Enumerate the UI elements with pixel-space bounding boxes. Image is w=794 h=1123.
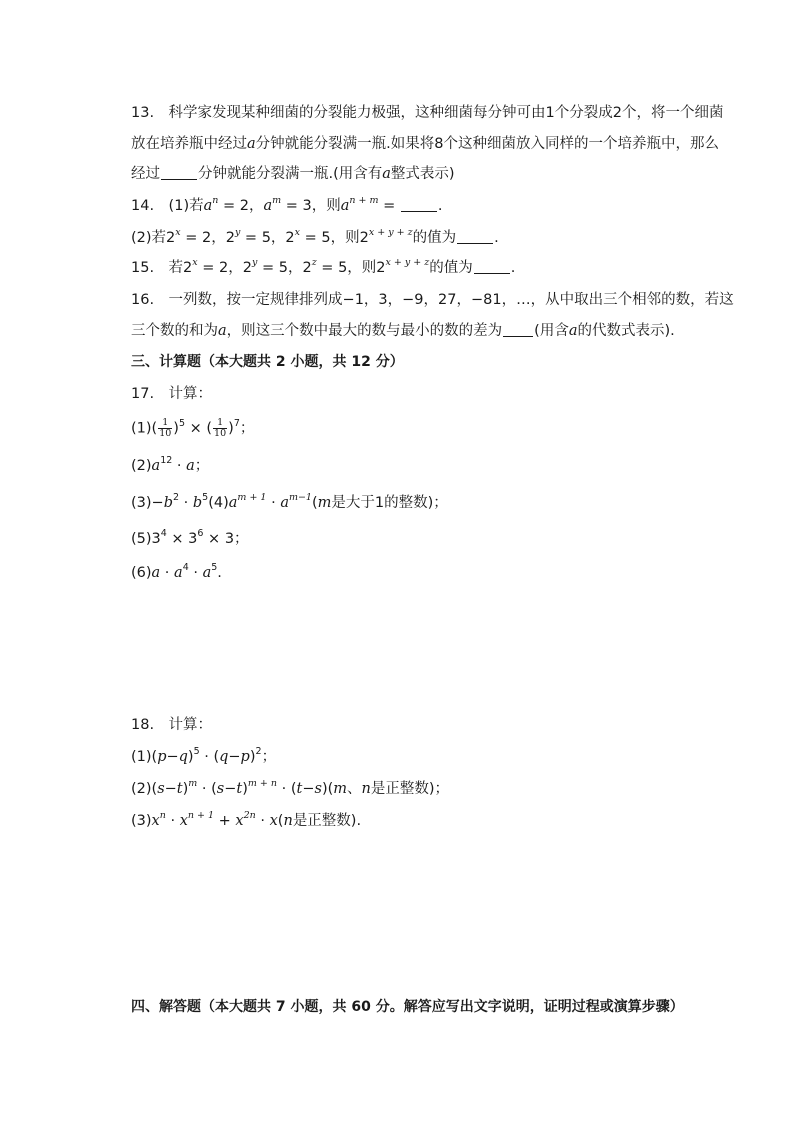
q13-text-3c: 整式表示)	[390, 166, 455, 182]
q14-eq2: = 3，则	[281, 198, 341, 214]
q17-1-close-b: )	[228, 420, 234, 437]
q18-1-expr2: q−p	[219, 749, 250, 765]
q17-1-den-a: 10	[159, 428, 172, 439]
q14-2-label: (2)若2	[131, 230, 176, 246]
q17-4-end: 是大于1的整数)；	[331, 495, 448, 511]
q14-sup-n: n	[212, 195, 219, 207]
q13-text-2b: 分钟就能分裂满一瓶.如果将8个这种细菌放入同样的一个培养瓶中，那么	[255, 136, 719, 152]
q17-4-sup-m1: m + 1	[237, 492, 267, 504]
q17-1-times: × (	[185, 420, 213, 437]
q17-2-end: ；	[194, 458, 210, 474]
q17-1-fraction-a	[158, 418, 172, 439]
q16-text-2c: (用含	[534, 323, 569, 339]
q17-1-fraction-b	[213, 418, 227, 439]
q14-eq1: = 2，	[218, 198, 264, 214]
q18-3-x3: x	[235, 813, 244, 829]
q18-1-end: ；	[261, 749, 277, 765]
q17-3-b: b	[163, 495, 173, 511]
q17-3-dot: ·	[179, 495, 193, 511]
q18-3-label: (3)	[131, 813, 152, 829]
q17-1-den-b: 10	[214, 428, 227, 439]
q17-label-line	[131, 384, 212, 404]
q17-5-sup-4: 4	[160, 528, 167, 540]
q18-1-close: )	[187, 749, 194, 765]
section-4-heading: 四、解答题（本大题共 7 小题，共 60 分。解答应写出文字说明，证明过程或演算步骤）	[131, 999, 684, 1015]
q17-6-sup-4: 4	[182, 562, 189, 574]
q14-1-answer-blank[interactable]	[401, 197, 437, 212]
q18-3-end: 是正整数).	[292, 813, 362, 829]
q13-line-3	[131, 164, 455, 184]
q17-4-var-m: m	[317, 495, 332, 511]
q18-2-mid2: · (	[277, 781, 297, 797]
q17-6-a: a	[151, 565, 161, 581]
q14-2-rest-d: 的值为	[412, 230, 457, 246]
q18-3-x: x	[151, 813, 160, 829]
q14-2-rest-c: = 5，则2	[300, 230, 369, 246]
q14-2-rest-b: = 5，2	[240, 230, 295, 246]
q14-label: 14. (1)若	[131, 198, 204, 214]
q17-2-sup: 12	[160, 455, 173, 467]
q18-3-paren: (	[277, 813, 284, 829]
q18-2-label: (2)(	[131, 781, 158, 797]
q18-item-1	[131, 747, 276, 767]
q14-2-sup-c: x	[294, 227, 301, 239]
q18-1-label: (1)(	[131, 749, 158, 765]
q17-1-sup-7: 7	[233, 417, 240, 429]
q18-1-close2: )	[249, 749, 256, 765]
q16-var-a2: a	[568, 323, 578, 339]
q17-5-sup-6: 6	[197, 528, 204, 540]
q14-a3: a	[340, 198, 350, 214]
q18-label: 18. 计算：	[131, 717, 213, 733]
q18-2-sup-mn: m + n	[247, 778, 278, 790]
q17-item-5	[131, 529, 249, 549]
q14-end: .	[437, 198, 443, 214]
q18-1-sup-5: 5	[193, 746, 200, 758]
q18-2-var-m: m	[333, 781, 348, 797]
q14-line-2	[131, 228, 499, 248]
q18-2-mid: · (	[197, 781, 217, 797]
q18-3-sup-n: n	[159, 810, 166, 822]
q17-6-dot2: ·	[188, 565, 203, 581]
q18-3-var-n: n	[283, 813, 293, 829]
q14-2-rest-a: = 2，2	[180, 230, 235, 246]
q18-3-x2: x	[179, 813, 188, 829]
q15-rest-c: = 5，则2	[316, 260, 386, 276]
q14-sup-nm: n + m	[349, 195, 379, 207]
q16-var-a: a	[218, 323, 227, 339]
q15-sup-z: z	[311, 257, 317, 269]
q13-line-2	[131, 134, 719, 154]
q15-end: .	[510, 260, 516, 276]
q17-item-1	[131, 418, 254, 439]
q18-1-sup-2: 2	[255, 746, 262, 758]
q17-4-a2: a	[280, 495, 289, 511]
q18-3-x4: x	[269, 813, 278, 829]
q14-a2: a	[263, 198, 273, 214]
q16-line-2	[131, 321, 675, 341]
q17-1-num-b: 1	[213, 418, 227, 429]
q17-1-end: ；	[239, 420, 255, 437]
q18-1-expr: p−q	[157, 749, 188, 765]
q18-2-expr3: t−s	[296, 781, 322, 797]
q17-1-label: (1)(	[131, 420, 158, 437]
q17-3-b2: b	[192, 495, 203, 511]
q17-2-label: (2)	[131, 458, 152, 474]
q15-rest-d: 的值为	[429, 260, 473, 276]
q13-var-a: a	[247, 136, 256, 152]
q18-3-sup-n1: n + 1	[187, 810, 215, 822]
q15-label: 15. 若2	[131, 260, 193, 276]
q18-2-sup-m: m	[188, 778, 198, 790]
q17-6-dot: ·	[160, 565, 175, 581]
q17-4-sup-m-1: m−1	[288, 492, 312, 504]
q17-4-paren: (	[311, 495, 318, 511]
q15-answer-blank[interactable]	[474, 259, 510, 274]
q17-2-b: a	[186, 458, 195, 474]
q18-2-expr: s−t	[157, 781, 183, 797]
q13-var-a2: a	[382, 166, 391, 182]
q15-rest-a: = 2，2	[197, 260, 252, 276]
q17-1-num-a: 1	[158, 418, 172, 429]
q16-answer-blank[interactable]	[503, 322, 533, 337]
q14-sup-m: m	[272, 195, 282, 207]
q18-label-line	[131, 715, 212, 735]
q17-4-a: a	[228, 495, 238, 511]
q17-3-sup-5: 5	[202, 492, 209, 504]
q16-line-1	[131, 290, 734, 310]
q15-sup-x: x	[192, 257, 198, 269]
q13-answer-blank[interactable]	[161, 165, 197, 180]
q15-rest-b: = 5，2	[257, 260, 312, 276]
q14-2-answer-blank[interactable]	[457, 229, 493, 244]
q18-2-sep: 、	[347, 781, 362, 797]
q17-3-sup-2: 2	[173, 492, 180, 504]
q17-4-dot: ·	[266, 495, 281, 511]
q14-a1: a	[203, 198, 213, 214]
q15-sup-xyz: x + y + z	[385, 257, 430, 269]
q17-item-3-4	[131, 493, 448, 513]
q17-1-sup-5: 5	[178, 417, 186, 429]
q18-1-mid: · (	[199, 749, 220, 765]
q17-6-label: (6)	[131, 565, 152, 581]
section-3-heading: 三、计算题（本大题共 2 小题，共 12 分）	[131, 354, 404, 370]
q18-2-end: 是正整数)；	[370, 781, 450, 797]
q18-item-3	[131, 811, 361, 831]
q17-item-2	[131, 456, 209, 476]
q17-label: 17. 计算：	[131, 386, 213, 402]
q14-2-sup-a: x	[175, 227, 181, 239]
q15-line	[131, 258, 515, 278]
q17-6-end: .	[217, 565, 222, 581]
q17-5-mid: × 3	[166, 531, 198, 547]
q18-2-var-n: n	[361, 781, 371, 797]
q18-item-2	[131, 779, 449, 799]
q18-2-close: )	[182, 781, 189, 797]
q17-item-6	[131, 563, 222, 583]
q13-text-1: 13. 科学家发现某种细菌的分裂能力极强，这种细菌每分钟可由1个分裂成2个，将一个细菌	[131, 105, 724, 121]
q17-1-close-a: )	[173, 420, 179, 437]
q16-text-1: 16. 一列数，按一定规律排列成−1，3，−9，27，−81，…，从中取出三个相邻的数，若这	[131, 292, 734, 308]
q14-2-end: .	[494, 230, 499, 246]
q17-3-label: (3)−	[131, 495, 164, 511]
q18-3-plus: +	[214, 813, 236, 829]
q13-text-3b: 分钟就能分裂满一瓶.(用含有	[198, 166, 383, 182]
q17-6-b: a	[174, 565, 183, 581]
q14-2-sup-d: x + y + z	[368, 227, 413, 239]
q18-3-dot2: ·	[255, 813, 270, 829]
q18-2-paren: )(	[321, 781, 334, 797]
q17-6-c: a	[202, 565, 212, 581]
q13-text-2a: 放在培养瓶中经过	[131, 136, 247, 152]
q16-text-2b: ，则这三个数中最大的数与最小的数的差为	[226, 323, 503, 339]
q13-line-1	[131, 103, 724, 123]
q18-2-expr2: s−t	[216, 781, 243, 797]
q14-line-1	[131, 196, 443, 216]
q15-sup-y: y	[251, 257, 258, 269]
q16-text-2a: 三个数的和为	[131, 323, 218, 339]
q16-text-2d: 的代数式表示).	[577, 323, 675, 339]
q13-text-3a: 经过	[131, 166, 160, 182]
q17-2-a: a	[151, 458, 161, 474]
q17-4-label: (4)	[208, 495, 229, 511]
q17-5-end: × 3；	[203, 531, 249, 547]
q17-6-sup-5: 5	[211, 562, 218, 574]
q14-eq3: =	[378, 198, 400, 214]
q14-2-sup-b: y	[234, 227, 241, 239]
q17-5-label: (5)3	[131, 531, 161, 547]
q18-3-dot: ·	[165, 813, 180, 829]
q18-2-close2: )	[242, 781, 248, 797]
q17-2-dot: ·	[172, 458, 187, 474]
q18-3-sup-2n: 2n	[243, 810, 256, 822]
